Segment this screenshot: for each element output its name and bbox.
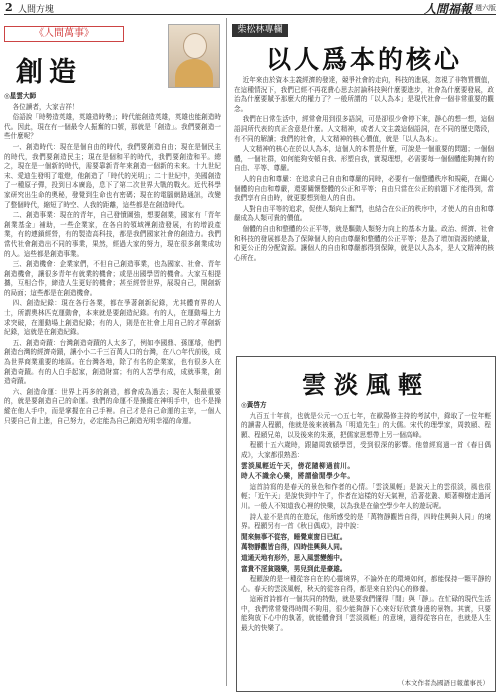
paragraph: 四、創造紀錄：現在各行各業，都在爭著創新紀錄，尤其體育界的人士，所謂奧林匹克運動會，本來就是要創造紀錄。有的人，在運動場上力求突破，在運動場上創造紀錄；有的人，則是在社會上用自己的才華創新紀錄，這就是在創造紀錄。	[4, 299, 221, 337]
article-body	[241, 401, 491, 677]
paragraph: 二、創造事業：現在的青年，自己發憤圖強，想要創業，國家有「青年創業基金」補助，一些企業家，在各自的領域裡創造發展，有的增設產業，有的連鎖經營，有的製造高科技，都是我們國家社會的創造力。我們當代社會創造出不同的事業，果然，經過大家的努力，現在很多創業成功的人。這些都是創造事業。	[4, 211, 221, 258]
paragraph: 程顥十五六歲時，跟隨周敦頤學習，受到很深的影響。他曾經寫過一首《春日偶成》，大家都很熟悉：	[241, 441, 491, 459]
portrait-robe	[175, 59, 213, 87]
right-column	[232, 20, 496, 688]
paragraph: 俗語說「時勢造英雄，英雄造時勢」；時代能創造英雄，英雄也能創造時代。因此，現在有一個最令人振奮的口號，那就是「創造」。我們要創造一些什麼呢？	[4, 113, 221, 141]
paragraph: 這首詩寫的是春天的景色和作者的心情。「雲淡風輕」是說天上的雲很淡，風也很輕；「近午天」是說快到中午了，作者在這樣的好天氣裡，沿著花叢、順著柳樹走過河川。一般人不知道我心裡的快樂，以為我是在偷空學少年人的遊玩呢。	[241, 482, 491, 510]
article-body	[234, 76, 494, 352]
paragraph: 九百五十年前，也就是公元一○五七年，在歐陽修主持的考試中，錄取了一位年輕的讀書人程顥，他就是後來被稱為「明道先生」的大儒。宋代的理學家，周敦頤、程顥、程頤兄弟，以及後來的朱熹，把儒家思想帶上另一個高峰。	[241, 411, 491, 439]
page-header	[0, 0, 500, 16]
article-author: ◎星雲大師	[4, 92, 37, 100]
paragraph: 六、創造命運：世界上再多的創造，都會成為過去；現在人類最重要的，就是要創造自己的命運。我們的命運不是操縱在神明手中，也不是操縱在他人手中，而是掌握在自己手裡。自己才是自己命運的主宰，一個人只要自己肯上進，自己努力，必定能為自己創造光明幸福的命運。	[4, 387, 221, 425]
paragraph: 五、創造奇蹟：台灣創造奇蹟的人太多了，例如李國鼎、孫運璿，他們創造台灣的經濟奇蹟，讓小小二千三百萬人口的台灣，在八○年代前後，成為世界商業重要的地區。在台灣各地，除了有名的企業家，也有很多人在創造奇蹟。有的人白手起家，創造財富；有的人苦學有成，成就事業，創造奇蹟。	[4, 338, 221, 386]
paragraph: 詩人並不是真的在遊玩，他所感受的是「萬物靜觀皆自得，四時佳興與人同」的境界。程顥另有一首《秋日偶成》，詩中說：	[241, 512, 491, 531]
page-number: 2	[5, 1, 13, 14]
paragraph: 一、創造時代：現在是個自由的時代，我們要創造自由；現在是個民主的時代，我們要創造民主；現在是個和平的時代，我們要創造和平。總之，現在是一個新的時代，需要靠新青年來創造一個新的未來。十九世紀末、愛迪生發明了電燈，他創造了「時代的光明」；二十世紀中，美國創造了一種原子彈，投到日本廣島，息下了第二次世界大戰的戰火。近代科學家研究出生命的奧秘，發覺到生命也有密碼；現在的電腦網路通訊，改變了整個時代，縮短了時空、人我的距離，這些都是在創造時代。	[4, 142, 221, 209]
column-divider	[226, 18, 227, 686]
paragraph: 這兩首詩都有一個共同的特點，就是要我們懂得「閒」與「靜」。在忙碌的現代生活中，我們常常覺得時間不夠用，很少能夠靜下心來好好欣賞身邊的景物。其實，只要能夠放下心中的執著，就能體會到「雲淡風輕」的意境，過得從容自在，也就是人生最大的快樂了。	[241, 595, 491, 633]
poem-line: 時人不識余心樂，將謂偷閒學少年。	[241, 472, 355, 481]
poem-line: 萬物靜觀皆自得，四時佳興與人同。	[241, 543, 347, 552]
paragraph: 人對自由平等的追求，促使人類向上奮鬥，也結合在公正的秩序中，才使人的自由和尊嚴成為人類可貴的價值。	[234, 204, 494, 223]
column-tag: 柴松林專欄	[232, 24, 288, 37]
poem-line: 道通天地有形外，思入風雲變態中。	[241, 553, 347, 562]
article-creation	[4, 20, 221, 688]
paragraph: 人的自由和尊嚴：在追求自己自由和尊嚴的同時，必要有一個整體秩序和規範，在關心個體的自由和尊嚴，還要關懷整體的公正和平等；自由只當在公正的前題下才能得到，當我們享有自由時，就更要想到他人的自由。	[234, 174, 494, 203]
article-body	[4, 92, 221, 686]
article-author: ◎黃啓方	[241, 401, 267, 409]
paragraph: 程顥說的是一種從容自在的心靈境界，不論外在的環境如何，都能保持一顆平靜的心。春天的雲淡風輕，秋天的從容自得，都是來自於內心的修養。	[241, 575, 491, 593]
paragraph: 我們在日常生活中，經常會用到很多語詞，可是卻很少會停下來，靜心的想一想，這個語詞所代表的真正含意是什麼。人文精神，或者人文主義這個語詞，在不同的歷史階段，有不同的解讀；我們的社會，人文精神的核心價值，就是「以人為本」。	[234, 115, 494, 143]
section-name: 人間方塊	[18, 5, 55, 15]
header-rule	[4, 14, 496, 15]
paragraph: 個體的自由和整體的公正平等，就是驅動人類努力向上的基本力量。政治、經濟、社會和科技的發展都是為了保障個人的自由尊嚴和整體的公正平等；是為了增加資源的總量，和更公正的分配資源。讓個人的自由和尊嚴都得到保障，就是以人為本，是人文精神的核心所在。	[234, 224, 494, 262]
article-title: 創造	[16, 57, 82, 88]
article-title: 以人爲本的核心	[265, 45, 462, 74]
paragraph: 人文精神的核心在於以人為本，這個人的本質是什麼，可說是一個重要的問題；一個個體，一個社群，如何能夠安頓自我、形塑自我，實現理想，必需要每一個個體能夠擁有的自由、平等、尊嚴。	[234, 145, 494, 173]
paragraph: 各位讀者，大家吉祥！	[12, 102, 79, 111]
paragraph: 近年來由於資本主義經濟的發達，競爭社會的走向，科技的進展，忽視了非物質價值，在這種情況下，我們已經不再花費心思去討論科技與什麼要進步，社會為什麼要發展，政治為什麼要賦予那麼大的權力了？一般所謂的「以人為本」是現代社會一個非常重要的觀念。	[234, 76, 494, 113]
column-tag: 《人間萬事》	[4, 26, 124, 42]
article-title: 雲淡風輕	[302, 370, 430, 399]
newspaper-logo: 人間福報	[423, 2, 472, 16]
portrait-head	[183, 33, 207, 59]
author-portrait	[168, 24, 220, 88]
poem-line: 閒來無事不從容，睡覺東窗日已紅。	[241, 532, 347, 541]
poem-line: 雲淡風輕近午天，傍花隨柳過前川。	[241, 461, 355, 470]
article-box	[236, 356, 496, 692]
author-note: （本文作者為國語日報董事長）	[398, 679, 489, 687]
paragraph: 三、創造機會：企業家們，不但自己創造事業，也為國家、社會、青年創造機會，讓很多青年有就業的機會；或是出國學習的機會。大家互相提攜，互相合作，締造人生更好的機會；甚至經營世界，展現自己，開創新的局面；這些都是在創造機會。	[4, 260, 221, 297]
poem-line: 富貴不淫貧賤樂，男兒到此是豪雄。	[241, 564, 347, 573]
edition-label: 週六版	[475, 4, 496, 12]
